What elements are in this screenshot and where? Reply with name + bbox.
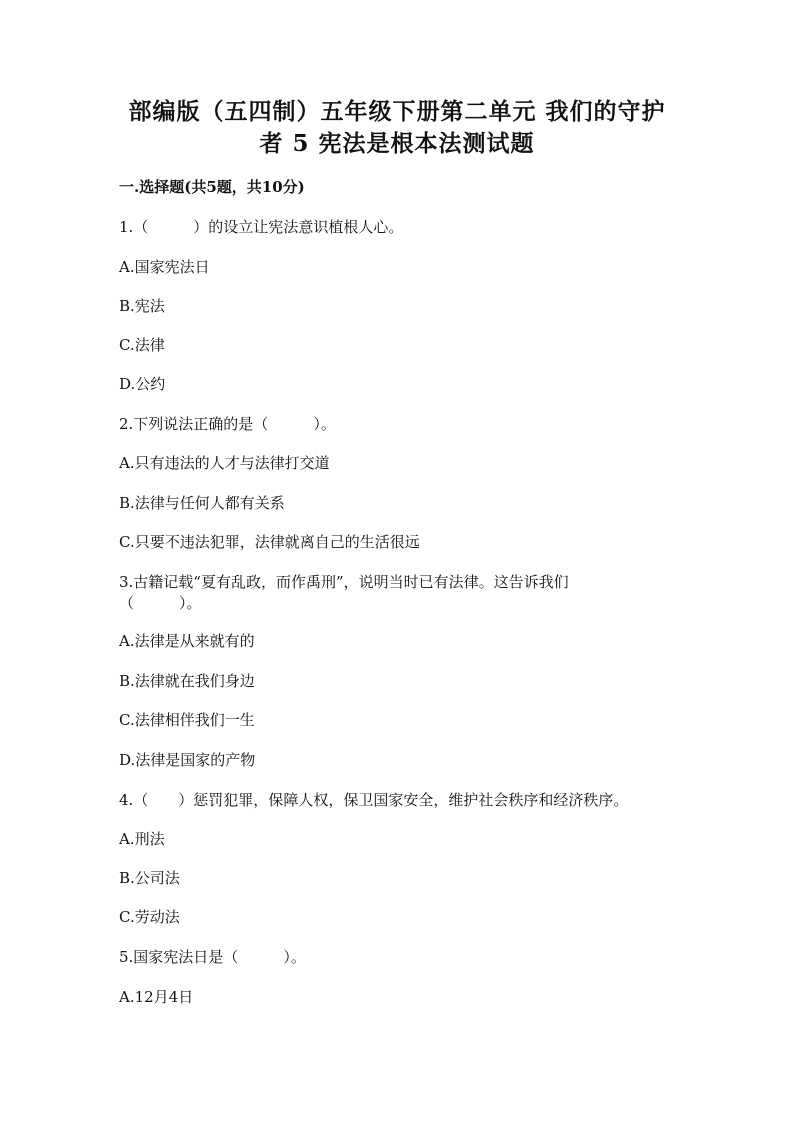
question-2-stem: 2.下列说法正确的是（ ）。 (119, 415, 336, 433)
question-2-option-a: A.只有违法的人才与法律打交道 (119, 454, 330, 472)
question-4-stem: 4.（ ）惩罚犯罪，保障人权，保卫国家安全，维护社会秩序和经济秩序。 (119, 791, 629, 809)
question-3-option-b: B.法律就在我们身边 (119, 672, 255, 690)
question-4-option-c: C.劳动法 (119, 908, 180, 926)
question-3-option-c: C.法律相伴我们一生 (119, 711, 255, 729)
question-3-stem: 3.古籍记载“夏有乱政，而作禹刑”，说明当时已有法律。这告诉我们 (119, 573, 569, 591)
question-1-option-a: A.国家宪法日 (119, 258, 210, 276)
question-5-option-a: A.12月4日 (119, 988, 194, 1006)
question-1-stem: 1.（ ）的设立让宪法意识植根人心。 (119, 218, 404, 236)
question-1-option-b: B.宪法 (119, 297, 165, 315)
question-5-stem: 5.国家宪法日是（ ）。 (119, 948, 306, 966)
question-3-option-a: A.法律是从来就有的 (119, 632, 255, 650)
question-1-option-c: C.法律 (119, 336, 165, 354)
question-3-stem-continued: （ ）。 (119, 594, 202, 612)
question-1-option-d: D.公约 (119, 375, 166, 393)
document-title-line-2: 者 5 宪法是根本法测试题 (259, 130, 535, 157)
section-heading: 一.选择题(共5题，共10分) (119, 178, 305, 196)
document-title-line-1: 部编版（五四制）五年级下册第二单元 我们的守护 (128, 98, 666, 125)
question-3-option-d: D.法律是国家的产物 (119, 751, 256, 769)
question-2-option-c: C.只要不违法犯罪，法律就离自己的生活很远 (119, 533, 420, 551)
question-4-option-b: B.公司法 (119, 869, 180, 887)
question-2-option-b: B.法律与任何人都有关系 (119, 494, 285, 512)
question-4-option-a: A.刑法 (119, 830, 165, 848)
